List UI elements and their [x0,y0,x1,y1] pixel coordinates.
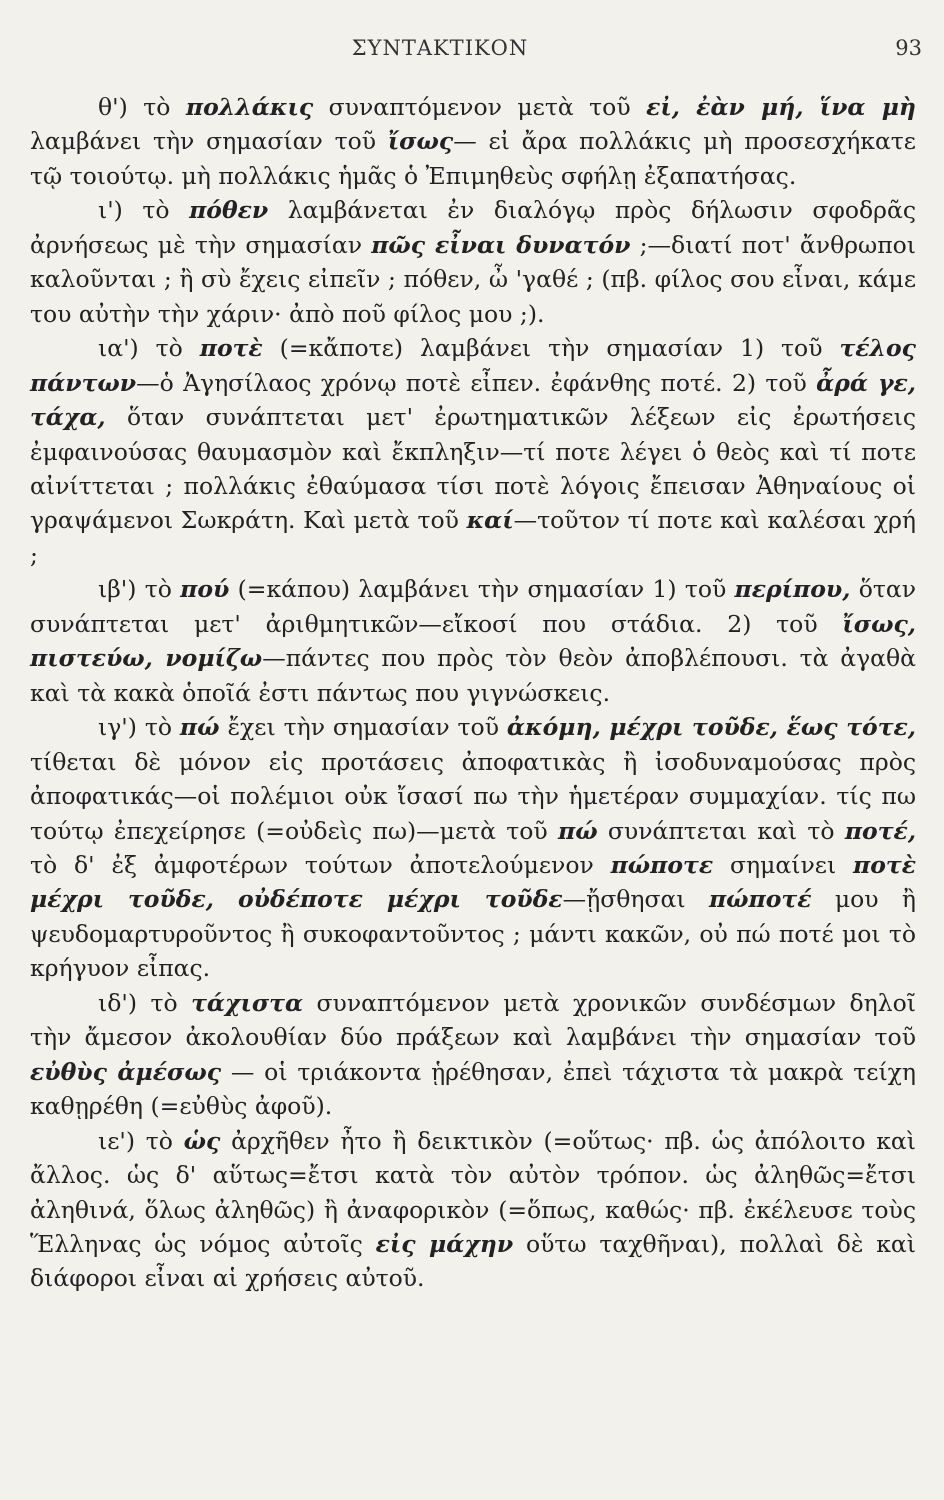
emphasized-term: πολλάκις [185,93,314,121]
text-run: (=κάπου) λαμβάνει τὴν σημασίαν 1) τοῦ [229,575,735,604]
text-run: λαμβάνεται ἐν διαλόγῳ πρὸς δήλωσιν σφοδρᾶς ἀρνήσεως μὲ τὴν σημασίαν [30,196,916,259]
emphasized-term: πώποτε [610,850,714,879]
paragraph [30,710,916,986]
text-run: σημαίνει [713,850,854,879]
paragraph [30,90,916,193]
paragraph [30,986,916,1124]
text-run: —ᾔσθησαι [562,885,709,914]
emphasized-term: πῶς εἶναι δυνατόν [371,230,631,259]
text-run: (=κἄποτε) λαμβάνει τὴν σημασίαν 1) τοῦ [262,334,840,363]
text-run: — οἱ τριάκοντα ᾑρέθησαν, ἐπεὶ τάχιστα τὰ μακρὰ τείχη καθῃρέθη (=εὐθὺς ἀφοῦ). [30,1057,916,1121]
text-run: ι') τὸ [98,196,190,225]
text-run: — εἰ ἄρα πολλάκις μὴ προσεσχήκατε τῷ τοιούτῳ. μὴ πολλάκις ἡμᾶς ὁ Ἐπιμηθεὺς σφήλῃ ἐξαπατήσας. [30,127,916,190]
page-number: 93 [895,36,922,60]
text-run: ιδ') τὸ [98,988,192,1017]
emphasized-term: πού [180,575,230,604]
emphasized-term: ἆρά γε, τάχα, [30,368,916,432]
text-run: ια') τὸ [98,334,200,363]
emphasized-term: εἰς μάχην [375,1229,514,1258]
text-run: τίθεται δὲ μόνον εἰς προτάσεις ἀποφατικὰς ἢ ἰσοδυναμούσας πρὸς ἀποφατικάς—οἱ πολέμιοι οὐκ ἴσασί πω τὴν ἡμετέραν συμμαχίαν. τίς πω τούτῳ ἐπεχείρησε (=οὐδεὶς πω)—μετὰ τοῦ [30,747,916,845]
paragraph [30,1124,916,1296]
emphasized-term: περίπου, [734,575,851,604]
text-run: θ') τὸ [98,93,186,121]
emphasized-term: πώ [179,713,220,742]
emphasized-term: ποτὲ [199,334,263,363]
emphasized-term: ἀκόμη, μέχρι τοῦδε, ἕως τότε, [506,713,916,742]
text-run: ιγ') τὸ [98,713,180,742]
text-run: ιβ') τὸ [98,575,181,604]
text-run: ;—διατί ποτ' ἄνθρωποι καλοῦνται ; ἢ σὺ ἔχεις εἰπεῖν ; πόθεν, ὦ 'γαθέ ; (πβ. φίλος σου εἶναι, κάμε του αὐτὴν τὴν χάριν· ἀπὸ ποῦ φίλος μου ;). [30,230,916,328]
running-head-title: ΣΥΝΤΑΚΤΙΚΟΝ [351,36,529,60]
emphasized-term: εὐθὺς ἀμέσως [30,1057,222,1086]
emphasized-term: πώποτέ [708,885,812,914]
emphasized-term: ἴσως, πιστεύω, νομίζω [30,609,916,673]
emphasized-term: ἴσως [387,127,454,156]
paragraph [30,331,916,572]
paragraph [30,193,916,331]
text-run: ιε') τὸ [98,1126,184,1155]
paragraph [30,572,916,710]
text-run: ἀρχῆθεν ἦτο ἢ δεικτικὸν (=οὕτως· πβ. ὡς ἀπόλοιτο καὶ ἄλλος. ὡς δ' αὕτως=ἔτσι κατὰ τὸν αὐτὸν τρόπον. ὡς ἀληθῶς=ἔτσι ἀληθινά, ὅλως ἀληθῶς) ἢ ἀναφορικὸν (=ὅπως, καθώς· πβ. ἐκέλευσε τοὺς Ἕλληνας ὡς νόμος αὐτοῖς [30,1126,916,1258]
emphasized-term: ὡς [183,1126,221,1155]
body-text [30,90,916,1296]
emphasized-term: πόθεν [189,196,269,225]
text-run: λαμβάνει τὴν σημασίαν τοῦ [30,127,388,156]
text-run: ὅταν συνάπτεται μετ' ἀριθμητικῶν—εἴκοσί που στάδια. 2) τοῦ [30,575,916,638]
text-run: συναπτόμενον μετὰ χρονικῶν συνδέσμων δηλοῖ τὴν ἄμεσον ἀκολουθίαν δύο πράξεων καὶ λαμβάνει τὴν σημασίαν τοῦ [30,988,916,1052]
emphasized-term: πώ [558,816,598,845]
text-run: —ὁ Ἀγησίλαος χρόνῳ ποτὲ εἶπεν. ἐφάνθης ποτέ. 2) τοῦ [136,368,817,397]
emphasized-term: τέλος πάντων [30,334,916,397]
text-run: ὅταν συνάπτεται μετ' ἐρωτηματικῶν λέξεων εἰς ἐρωτήσεις ἐμφαινούσας θαυμασμὸν καὶ ἔκπληξιν—τί ποτε λέγει ὁ θεὸς καὶ τί ποτε αἰνίττεται ; πολλάκις ἐθαύμασα τίσι ποτὲ λόγοις ἔπεισαν Ἀθηναίους οἱ γραψάμενοι Σωκράτη. Καὶ μετὰ τοῦ [30,403,916,535]
running-head [0,36,944,68]
text-run: τὸ δ' ἐξ ἀμφοτέρων τούτων ἀποτελούμενον [30,850,611,879]
emphasized-term: ποτέ, [844,816,916,845]
text-run: συναπτόμενον μετὰ τοῦ [313,93,647,121]
emphasized-term: ποτὲ μέχρι τοῦδε, οὐδέποτε μέχρι τοῦδε [30,850,917,914]
emphasized-term: τάχιστα [191,988,304,1017]
text-run: —τοῦτον τί ποτε καὶ καλέσαι χρή ; [30,506,916,569]
text-run: —πάντες που πρὸς τὸν θεὸν ἀποβλέπουσι. τὰ ἀγαθὰ καὶ τὰ κακὰ ὁποῖά ἐστι πάντως που γιγνώσκεις. [30,644,916,707]
text-run: οὕτω ταχθῆναι), πολλαὶ δὲ καὶ διάφοροι εἶναι αἱ χρήσεις αὐτοῦ. [30,1229,916,1293]
text-run: μου ἢ ψευδομαρτυροῦντος ἢ συκοφαντοῦντος ; μάντι κακῶν, οὐ πώ ποτέ μοι τὸ κρήγυον εἶπας. [30,885,916,983]
emphasized-term: εἰ, ἐὰν μή, ἵνα μὴ [646,93,916,121]
text-run: ἔχει τὴν σημασίαν τοῦ [219,713,507,742]
emphasized-term: καί [466,506,514,535]
text-run: συνάπτεται καὶ τὸ [597,816,845,845]
